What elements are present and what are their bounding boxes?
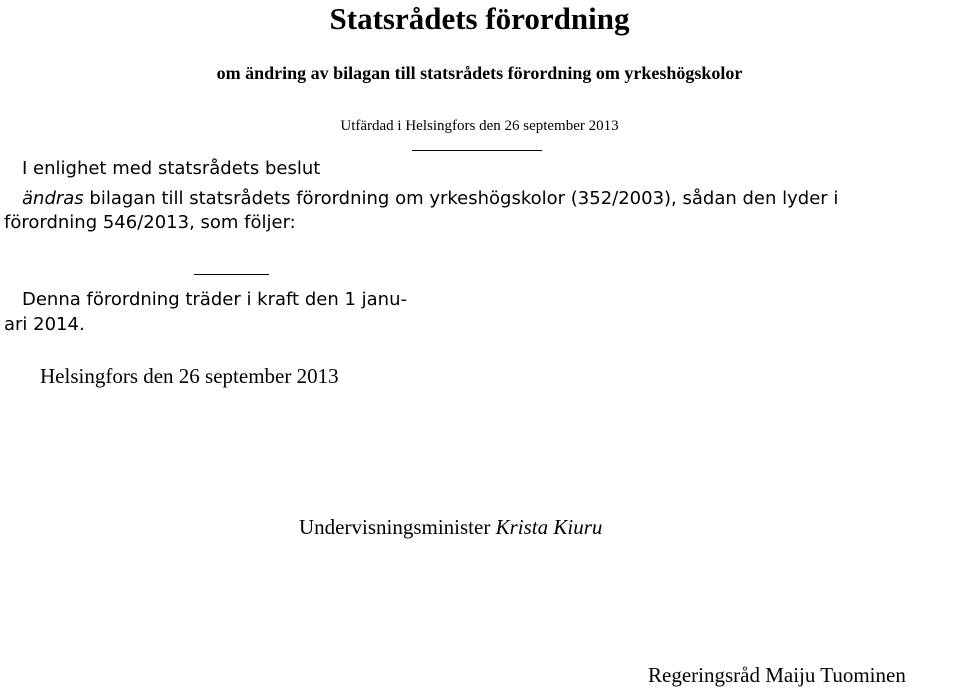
amendment-line-2: förordning 546/2013, som följer:	[4, 212, 296, 233]
divider-rule	[412, 150, 542, 151]
decision-line: I enlighet med statsrådets beslut	[22, 158, 321, 179]
issued-line: Utfärdad i Helsingfors den 26 september 2013	[340, 118, 619, 134]
document-subtitle: om ändring av bilagan till statsrådets förordning om yrkeshögskolor	[216, 63, 743, 83]
minister-signature	[299, 514, 602, 540]
section-divider-rule	[194, 274, 269, 275]
amendment-line-1	[22, 187, 838, 211]
counsellor-signature: Regeringsråd Maiju Tuominen	[648, 663, 906, 687]
document-title: Statsrådets förordning	[329, 1, 630, 36]
amendment-text: bilagan till statsrådets förordning om yrkeshögskolor (352/2003), sådan den lyder i	[83, 188, 839, 209]
entry-into-force-line-2: ari 2014.	[4, 314, 85, 335]
entry-into-force-line-1: Denna förordning träder i kraft den 1 janu-	[22, 289, 407, 310]
amend-verb: ändras	[22, 188, 84, 209]
minister-name: Krista Kiuru	[495, 515, 603, 539]
place-and-date: Helsingfors den 26 september 2013	[40, 364, 339, 388]
minister-title: Undervisningsminister	[299, 515, 496, 539]
